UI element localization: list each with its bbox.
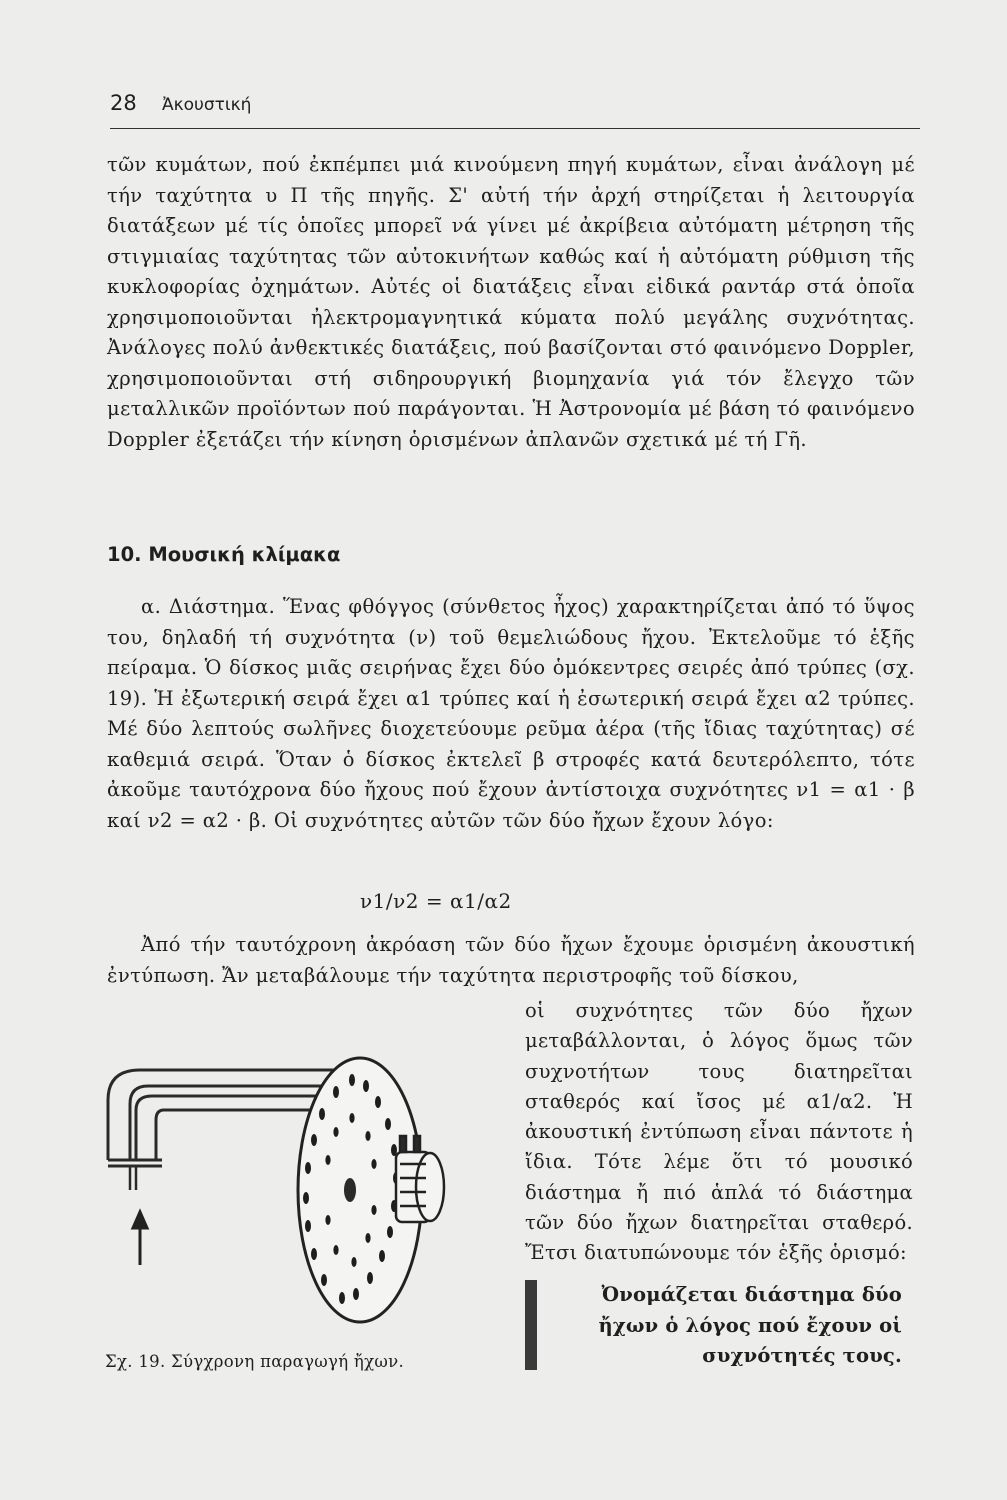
paragraph-acoustic-impression (107, 930, 915, 991)
tube-ends (130, 1166, 136, 1190)
section-title: Μουσική κλίμακα (148, 543, 341, 566)
siren-figure (100, 1040, 520, 1340)
paragraph-interval-constancy: οἱ συχνότητες τῶν δύο ἤχων μεταβάλλονται, ὁ λόγος ὅμως τῶν συχνοτήτων τους διατηρεῖται σταθερός καί ἴσος μέ α1/α2. Ἡ ἀκουστική ἐντύπωση εἶναι πάντοτε ἡ ἴδια. Τότε λέμε ὅτι τό μουσικό διάστημα ἤ πιό ἁπλά τό διάστημα τῶν δύο ἤχων διατηρεῖται σταθερό. Ἔτσι διατυπώνουμε τόν ἑξῆς ὁρισμό: (525, 999, 913, 1265)
interval-definition: Ὀνομάζεται διάστημα δύο ἤχων ὁ λόγος πού ἔχουν οἱ συχνότητές τους. (598, 1283, 902, 1367)
page-header (110, 88, 920, 134)
figure-caption: Σχ. 19. Σύγχρονη παραγωγή ἤχων. (105, 1352, 405, 1371)
header-rule (110, 128, 920, 129)
paragraph-doppler-applications: τῶν κυμάτων, πού ἐκπέμπει μιά κινούμενη πηγή κυμάτων, εἶναι ἀνάλογη μέ τήν ταχύτητα υ Π τῆς πηγῆς. Σ' αὐτή τήν ἀρχή στηρίζεται ἡ λειτουργία διατάξεων μέ τίς ὁποῖες μπορεῖ νά γίνει μέ ἀκρίβεια αὐτόματη μέτρηση τῆς στιγμιαίας ταχύτητας τῶν αὐτοκινήτων καθώς καί ἡ αὐτόματη ρύθμιση τῆς κυκλοφορίας ὀχημάτων. Αὐτές οἱ διατάξεις εἶναι εἰδικά ραντάρ στά ὁποῖα χρησιμοποιοῦνται ἠλεκτρομαγνητικά κύματα πολύ μεγάλης συχνότητας. Ἀνάλογες πολύ ἀνθεκτικές διατάξεις, πού βασίζονται στό φαινόμενο Doppler, χρησιμοποιοῦνται στή σιδηρουργική βιομηχανία γιά τόν ἔλεγχο τῶν μεταλλικῶν προϊόντων πού παράγονται. Ἡ Ἀστρονομία μέ βάση τό φαινόμενο Doppler ἐξετάζει τήν κίνηση ὁρισμένων ἀπλανῶν σχετικά μέ τή Γῆ. (107, 153, 915, 451)
paragraph-interval-text: α. Διάστημα. Ἕνας φθόγγος (σύνθετος ἦχος) χαρακτηρίζεται ἀπό τό ὕψος του, δηλαδή τή συχνότητα (ν) τοῦ θεμελιώδους ἤχου. Ἐκτελοῦμε τό ἑξῆς πείραμα. Ὁ δίσκος μιᾶς σειρήνας ἔχει δύο ὁμόκεντρες σειρές ἀπό τρύπες (σχ. 19). Ἡ ἐξωτερική σειρά ἔχει α1 τρύπες καί ἡ ἐσωτερική σειρά ἔχει α2 τρύπες. Μέ δύο λεπτούς σωλῆνες διοχετεύουμε ρεῦμα ἀέρα (τῆς ἴδιας ταχύτητας) σέ καθεμιά σειρά. Ὅταν ὁ δίσκος ἐκτελεῖ β στροφές κατά δευτερόλεπτο, τότε ἀκοῦμε ταυτόχρονα δύο ἤχους πού ἔχουν ἀντίστοιχα συχνότητες ν1 = α1 · β καί ν2 = α2 · β. Οἱ συχνότητες αὐτῶν τῶν δύο ἤχων ἔχουν λόγο: (107, 595, 915, 832)
motor (396, 1136, 444, 1222)
paragraph-acoustic-text: Ἀπό τήν ταυτόχρονη ἀκρόαση τῶν δύο ἤχων ἔχουμε ὁρισμένη ἀκουστική ἐντύπωση. Ἄν μεταβάλουμε τήν ταχύτητα περιστροφῆς τοῦ δίσκου, (107, 933, 915, 987)
section-heading (107, 540, 340, 570)
frequency-ratio-formula: ν1/ν2 = α1/α2 (360, 889, 512, 913)
page-number: 28 (110, 91, 137, 115)
disk-hub (344, 1178, 356, 1202)
paragraph-interval-experiment (107, 592, 915, 836)
definition-marker-bar (525, 1280, 537, 1370)
airflow-arrow-icon (133, 1212, 147, 1265)
running-head: Ἀκουστική (162, 95, 252, 115)
section-number: 10. (107, 543, 142, 566)
